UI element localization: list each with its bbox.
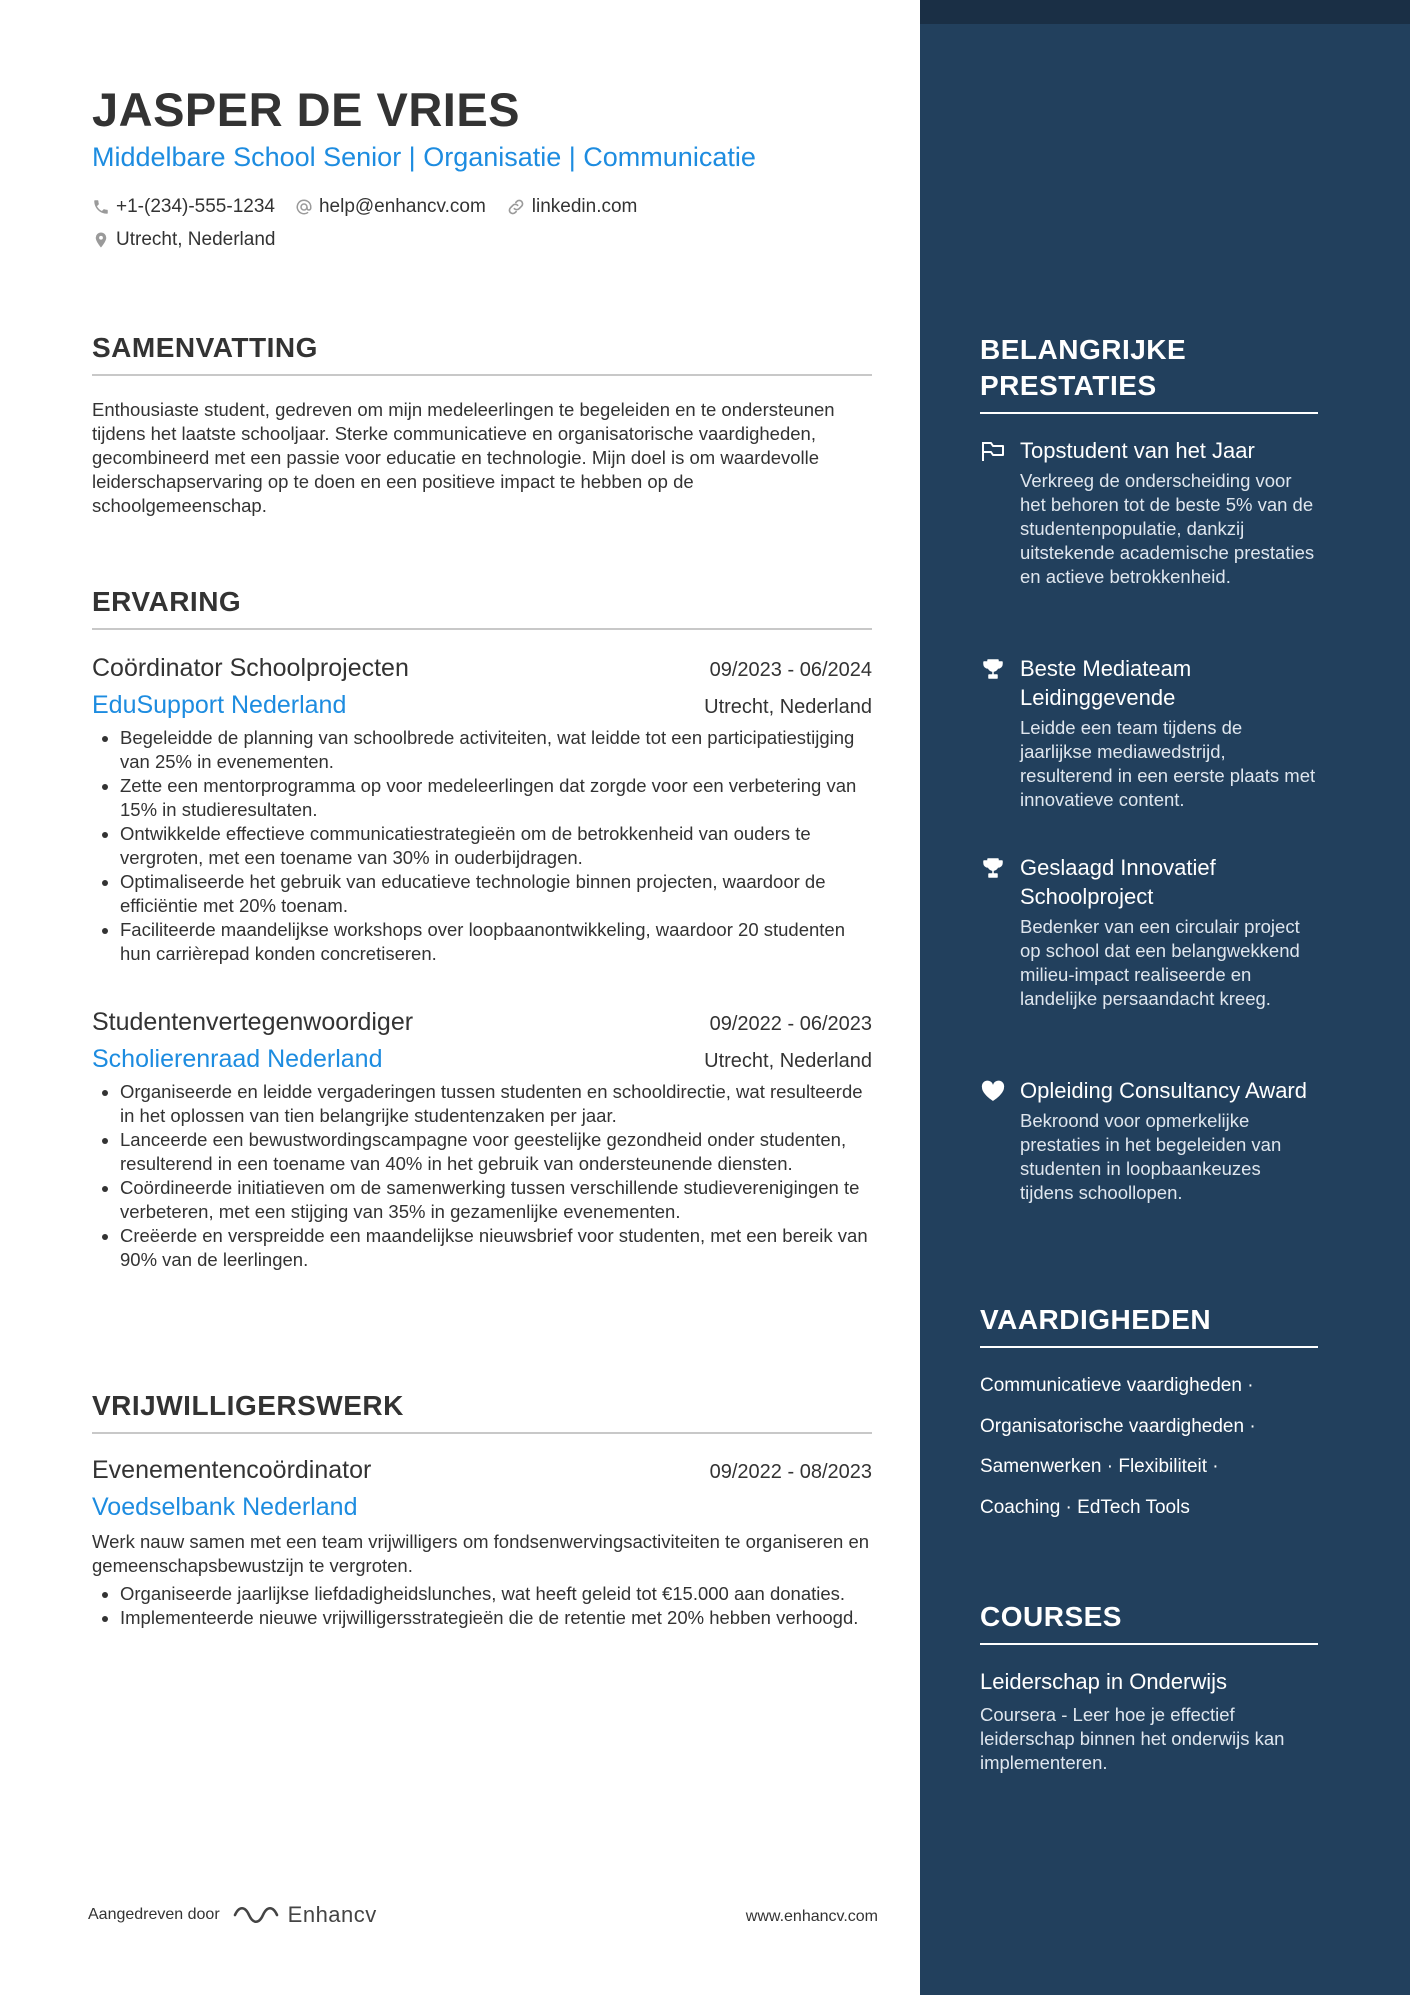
- list-item: • Begeleidde de planning van schoolbrede activiteiten, wat leidde tot een participatiestijging van 25% in evenementen.: [120, 726, 872, 774]
- skill-line: Organisatorische vaardigheden ·: [980, 1415, 1256, 1437]
- contact-email[interactable]: [295, 196, 486, 218]
- at-icon: [295, 198, 313, 216]
- job-bullets: [92, 1080, 872, 1272]
- contact-row: [92, 196, 657, 218]
- contact-location: [92, 229, 275, 251]
- list-item: • Ontwikkelde effectieve communicatiestrategieën om de betrokkenheid van ouders te vergroten, met een toename van 30% in ouderbijdragen.: [120, 822, 872, 870]
- phone-icon: [92, 198, 110, 216]
- experience-section: [92, 586, 872, 630]
- job-dates: 09/2022 - 08/2023: [709, 1461, 872, 1483]
- job-company: EduSupport Nederland: [92, 691, 347, 719]
- job-dates: 09/2022 - 06/2023: [709, 1013, 872, 1035]
- link-icon: [506, 197, 526, 217]
- job-location: Utrecht, Nederland: [704, 696, 872, 718]
- achievement-title: Beste Mediateam Leidinggevende: [1020, 656, 1192, 710]
- skill-line: Samenwerken · Flexibiliteit ·: [980, 1456, 1219, 1477]
- trophy-icon: [980, 857, 1006, 879]
- flag-icon: [980, 440, 1006, 462]
- skills-title: VAARDIGHEDEN: [980, 1302, 1318, 1348]
- job-company: Voedselbank Nederland: [92, 1493, 358, 1521]
- achievements-title: BELANGRIJKE PRESTATIES: [980, 332, 1318, 414]
- job-company: Scholierenraad Nederland: [92, 1045, 383, 1073]
- job-dates: 09/2023 - 06/2024: [709, 659, 872, 681]
- job-title: Studentenvertegenwoordiger: [92, 1008, 414, 1036]
- website-link[interactable]: www.enhancv.com: [745, 1908, 878, 1925]
- achievement-title: Topstudent van het Jaar: [1020, 438, 1255, 463]
- achievement-title: Opleiding Consultancy Award: [1020, 1078, 1307, 1103]
- contact-row-2: [92, 229, 295, 251]
- contact-phone[interactable]: [92, 196, 275, 218]
- list-item: • Organiseerde jaarlijkse liefdadigheidslunches, wat heeft geleid tot €15.000 aan donaties.: [120, 1582, 872, 1606]
- achievement-description: Bekroond voor opmerkelijke prestaties in het begeleiden van studenten in loopbaankeuzes tijdens schoollopen.: [1020, 1110, 1282, 1203]
- achievement-item: [980, 654, 1318, 812]
- skills-list: [980, 1366, 1318, 1528]
- courses-title: COURSES: [980, 1599, 1318, 1645]
- achievement-item: [980, 1076, 1318, 1205]
- list-item: • Organiseerde en leidde vergaderingen tussen studenten en schooldirectie, wat resulteerde in het oplossen van tien belangrijke studentenzaken per jaar.: [120, 1080, 872, 1128]
- trophy-icon: [980, 658, 1006, 680]
- list-item: • Implementeerde nieuwe vrijwilligersstrategieën die de retentie met 20% hebben verhoogd.: [120, 1606, 872, 1630]
- heart-icon: [980, 1080, 1006, 1102]
- experience-title: ERVARING: [92, 586, 872, 630]
- volunteer-section: [92, 1390, 872, 1434]
- phone-text: +1-(234)-555-1234: [116, 196, 275, 217]
- summary-section: [92, 332, 872, 518]
- location-text: Utrecht, Nederland: [116, 229, 276, 250]
- achievement-item: [980, 853, 1318, 1011]
- skill-line: Communicatieve vaardigheden ·: [980, 1375, 1254, 1396]
- linkedin-text: linkedin.com: [531, 196, 638, 217]
- summary-title: SAMENVATTING: [92, 332, 872, 376]
- powered-by-text: Aangedreven door: [88, 1906, 220, 1923]
- sidebar: [920, 0, 1410, 1995]
- job-title: Coördinator Schoolprojecten: [92, 654, 409, 682]
- job-bullets: [92, 1582, 872, 1630]
- list-item: • Creëerde en verspreidde een maandelijkse nieuwsbrief voor studenten, met een bereik van 90% van de leerlingen.: [120, 1224, 872, 1272]
- contact-linkedin[interactable]: [506, 196, 638, 218]
- enhancv-logo-icon: [232, 1902, 280, 1928]
- list-item: • Faciliteerde maandelijkse workshops over loopbaanontwikkeling, waardoor 20 studenten hun carrièrepad konden concretiseren.: [120, 918, 872, 966]
- list-item: • Zette een mentorprogramma op voor medeleerlingen dat zorgde voor een verbetering van 15% in studieresultaten.: [120, 774, 872, 822]
- list-item: • Optimaliseerde het gebruik van educatieve technologie binnen projecten, waardoor de efficiëntie met 20% toenam.: [120, 870, 872, 918]
- powered-by: [88, 1902, 377, 1928]
- sidebar-top-band: [920, 0, 1410, 24]
- job-bullets: [92, 726, 872, 966]
- skill-line: Coaching · EdTech Tools: [980, 1496, 1190, 1518]
- achievement-description: Verkreeg de onderscheiding voor het behoren tot de beste 5% van de studentenpopulatie, dankzij uitstekende academische prestaties en actieve betrokkenheid.: [1020, 470, 1315, 587]
- volunteer-title: VRIJWILLIGERSWERK: [92, 1390, 872, 1434]
- achievement-description: Leidde een team tijdens de jaarlijkse mediawedstrijd, resulterend in een eerste plaats met innovatieve content.: [1020, 717, 1316, 810]
- job-entry: [92, 654, 872, 966]
- course-title: Leiderschap in Onderwijs: [980, 1669, 1228, 1694]
- achievement-description: Bedenker van een circulair project op school dat een belangwekkend milieu-impact realiseerde en landelijke persaandacht kreeg.: [1020, 916, 1300, 1009]
- job-title: Evenementencoördinator: [92, 1456, 372, 1484]
- candidate-name: JASPER DE VRIES: [92, 83, 521, 136]
- job-entry: [92, 1008, 872, 1272]
- achievement-title: Geslaagd Innovatief Schoolproject: [1020, 855, 1216, 909]
- achievement-item: [980, 436, 1318, 589]
- summary-text: Enthousiaste student, gedreven om mijn medeleerlingen te begeleiden en te ondersteunen tijdens het laatste schooljaar. Sterke communicatieve en organisatorische vaardigheden, gecombineerd met een passie voor educatie en technologie. Mijn doel is om waardevolle leiderschapservaring op te doen en een positieve impact te hebben op de schoolgemeenschap.: [92, 399, 835, 516]
- volunteer-description: Werk nauw samen met een team vrijwilligers om fondsenwervingsactiviteiten te organiseren en gemeenschapsbewustzijn te vergroten.: [92, 1531, 870, 1576]
- brand-name: Enhancv: [287, 1902, 377, 1927]
- email-text: help@enhancv.com: [318, 196, 486, 217]
- headline: Middelbare School Senior | Organisatie | Communicatie: [92, 142, 756, 172]
- job-location: Utrecht, Nederland: [704, 1050, 872, 1072]
- list-item: • Coördineerde initiatieven om de samenwerking tussen verschillende studieverenigingen te verbeteren, met een stijging van 35% in gezamenlijke evenementen.: [120, 1176, 872, 1224]
- volunteer-entry: [92, 1456, 872, 1630]
- list-item: • Lanceerde een bewustwordingscampagne voor geestelijke gezondheid onder studenten, resulterend in een toename van 40% in het gebruik van ondersteunende diensten.: [120, 1128, 872, 1176]
- course-description: Coursera - Leer hoe je effectief leiderschap binnen het onderwijs kan implementeren.: [980, 1704, 1285, 1773]
- location-pin-icon: [92, 230, 110, 250]
